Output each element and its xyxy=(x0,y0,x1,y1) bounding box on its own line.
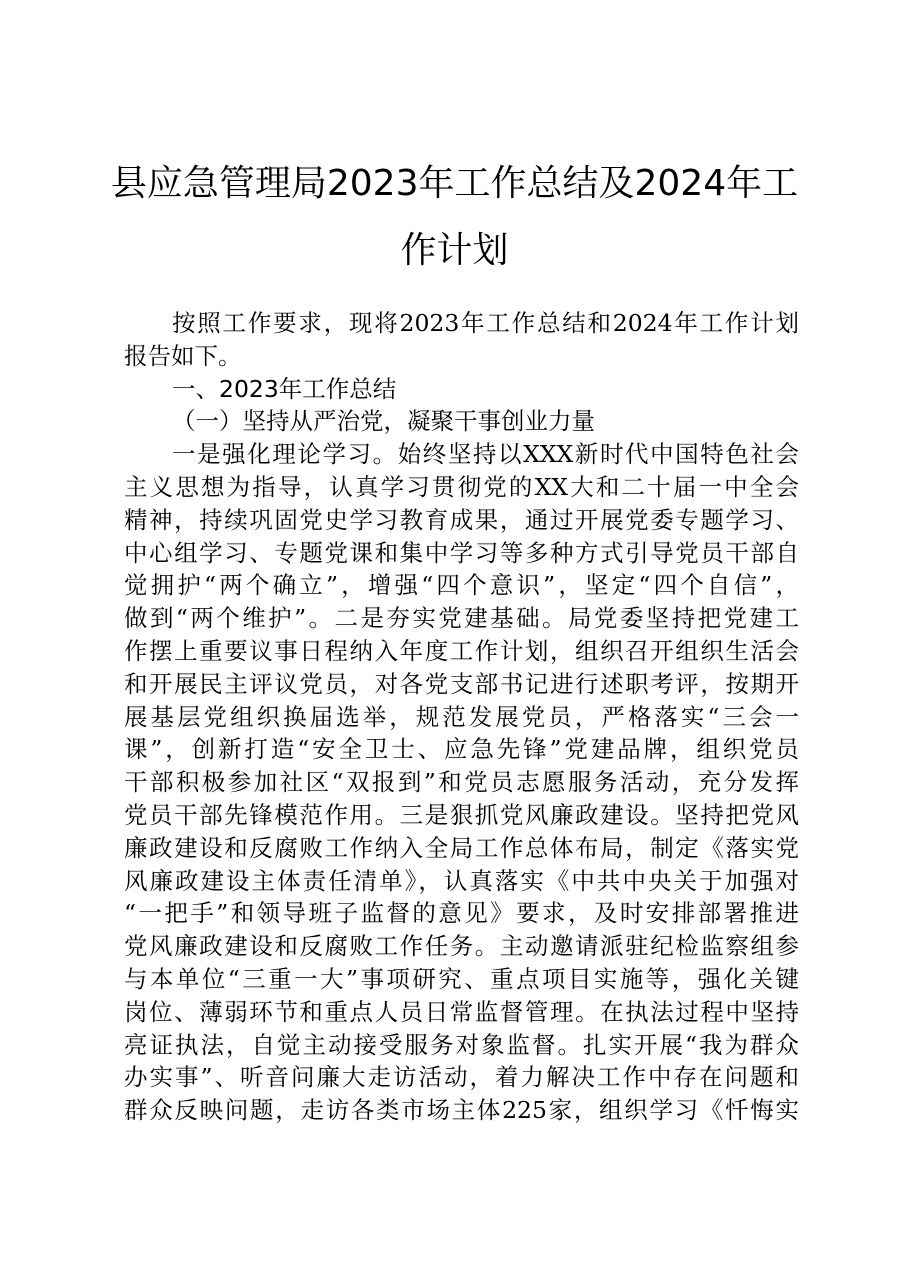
document-title-line-1: 县应急管理局2023年工作总结及2024年工 xyxy=(110,163,799,204)
paragraph-line: 干部积极参加社区“双报到”和党员志愿服务活动，充分发挥 xyxy=(124,768,799,796)
paragraph-line: 觉拥护“两个确立”，增强“四个意识”，坚定“四个自信”， xyxy=(124,571,799,599)
paragraph-line: 群众反映问题，走访各类市场主体225家，组织学习《忏悔实 xyxy=(124,1096,799,1124)
paragraph-line: 与本单位“三重一大”事项研究、重点项目实施等，强化关键 xyxy=(124,965,799,993)
intro-line: 按照工作要求，现将2023年工作总结和2024年工作计划 xyxy=(172,309,799,337)
paragraph-line: 亮证执法，自觉主动接受服务对象监督。扎实开展“我为群众 xyxy=(124,1031,799,1059)
paragraph-line: 主义思想为指导，认真学习贯彻党的XX大和二十届一中全会 xyxy=(124,473,799,501)
paragraph-line: 课”，创新打造“安全卫士、应急先锋”党建品牌，组织党员 xyxy=(124,735,799,763)
paragraph-line: “一把手”和领导班子监督的意见》要求，及时安排部署推进 xyxy=(124,899,799,927)
subsection-heading: （一）坚持从严治党，凝聚干事创业力量 xyxy=(172,407,595,435)
paragraph-line: 精神，持续巩固党史学习教育成果，通过开展党委专题学习、 xyxy=(124,506,799,534)
paragraph-line: 风廉政建设主体责任清单》，认真落实《中共中央关于加强对 xyxy=(124,867,799,895)
paragraph-line: 党风廉政建设和反腐败工作任务。主动邀请派驻纪检监察组参 xyxy=(124,932,799,960)
paragraph-line: 中心组学习、专题党课和集中学习等多种方式引导党员干部自 xyxy=(124,539,799,567)
paragraph-line: 和开展民主评议党员，对各党支部书记进行述职考评，按期开 xyxy=(124,670,799,698)
paragraph-line: 党员干部先锋模范作用。三是狠抓党风廉政建设。坚持把党风 xyxy=(124,801,799,829)
intro-line: 报告如下。 xyxy=(124,342,242,370)
paragraph-line: 展基层党组织换届选举，规范发展党员，严格落实“三会一 xyxy=(124,703,799,731)
section-heading: 一、2023年工作总结 xyxy=(172,375,397,403)
document-title-line-2: 作计划 xyxy=(400,230,509,271)
paragraph-line: 作摆上重要议事日程纳入年度工作计划，组织召开组织生活会 xyxy=(124,637,799,665)
paragraph-line: 廉政建设和反腐败工作纳入全局工作总体布局，制定《落实党 xyxy=(124,834,799,862)
paragraph-line: 做到“两个维护”。二是夯实党建基础。局党委坚持把党建工 xyxy=(124,604,799,632)
paragraph-line: 岗位、薄弱环节和重点人员日常监督管理。在执法过程中坚持 xyxy=(124,998,799,1026)
paragraph-line: 办实事”、听音问廉大走访活动，着力解决工作中存在问题和 xyxy=(124,1063,799,1091)
paragraph-line: 一是强化理论学习。始终坚持以XXX新时代中国特色社会 xyxy=(172,440,799,468)
